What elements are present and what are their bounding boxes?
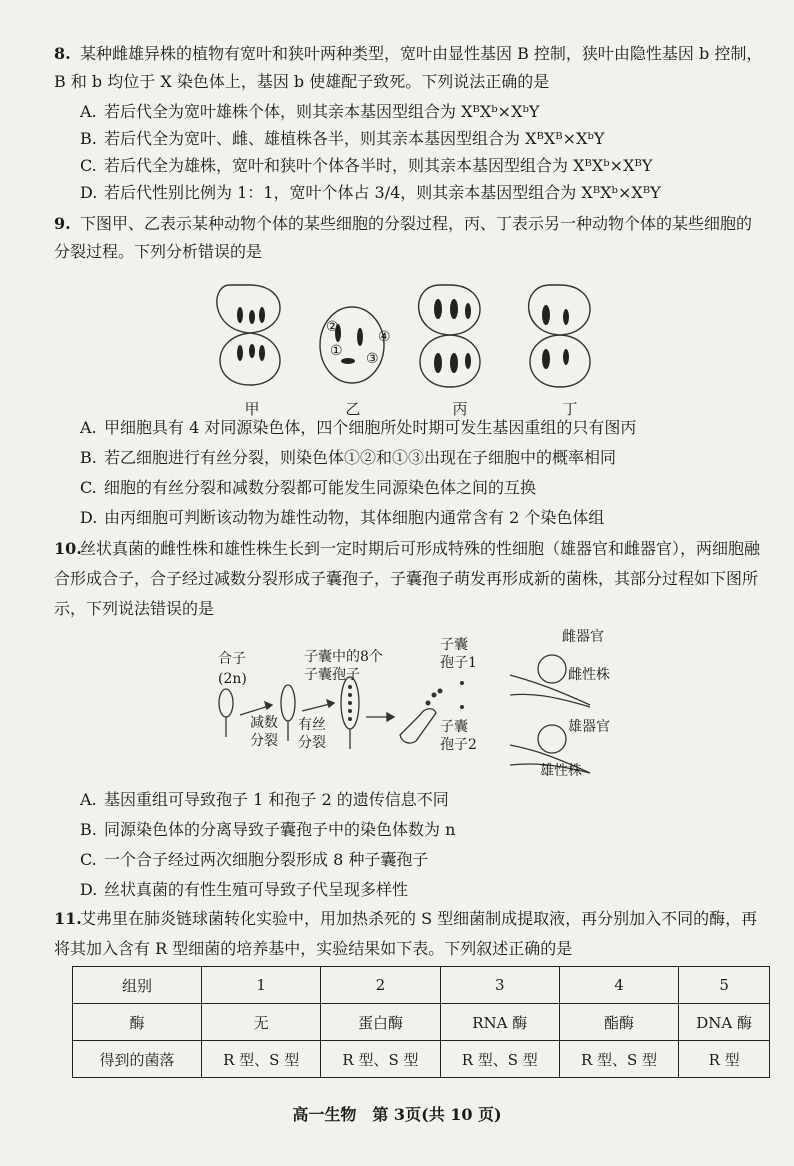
option-c[interactable] <box>80 154 770 178</box>
table-cell: 2 <box>321 967 440 1004</box>
table-cell: R 型、S 型 <box>559 1041 678 1078</box>
option-text: 若后代全为宽叶雄株个体，则其亲本基因型组合为 XᴮXᵇ×XᵇY <box>104 102 540 121</box>
label-ploidy: (2n) <box>218 671 247 687</box>
question-number: 9. <box>54 214 71 233</box>
caption-yi: 乙 <box>345 400 361 418</box>
chromosome-label-1: ① <box>330 343 343 359</box>
option-label: A. <box>80 418 97 437</box>
table-cell: 3 <box>440 967 559 1004</box>
table-cell: 无 <box>202 1004 321 1041</box>
results-table <box>72 966 770 1078</box>
option-d[interactable] <box>80 506 770 530</box>
label-zygote: 合子 <box>218 651 246 667</box>
question-stem: 丝状真菌的雌性株和雄性株生长到一定时期后可形成特殊的性细胞（雄器官和雌器官），两细胞融合形成合子，合子经过减数分裂形成子囊孢子，子囊孢子萌发再形成新的菌株，其部分过程如下图所示，下列说法错误的是 <box>54 539 761 618</box>
label-female-strain: 雌性株 <box>568 667 610 683</box>
option-text: 若后代全为雄株，宽叶和狭叶个体各半时，则其亲本基因型组合为 XᴮXᵇ×XᴮY <box>104 156 653 175</box>
label-mitosis: 有丝分裂 <box>298 717 326 751</box>
option-text: 甲细胞具有 4 对同源染色体，四个细胞所处时期可发生基因重组的只有图丙 <box>104 418 637 437</box>
option-b[interactable] <box>80 127 770 151</box>
option-text: 一个合子经过两次细胞分裂形成 8 种子囊孢子 <box>104 850 429 869</box>
question-stem: 下图甲、乙表示某种动物个体的某些细胞的分裂过程，丙、丁表示另一种动物个体的某些细胞的分裂过程。下列分析错误的是 <box>54 214 753 261</box>
option-label: B. <box>80 129 97 148</box>
chromosome-label-2: ② <box>326 319 339 335</box>
question-8 <box>54 40 764 96</box>
chromosome-label-3: ③ <box>366 351 379 367</box>
cell-division-figure <box>210 275 610 395</box>
question-10 <box>54 534 764 624</box>
option-text: 若乙细胞进行有丝分裂，则染色体①②和①③出现在子细胞中的概率相同 <box>104 448 617 467</box>
option-text: 若后代全为宽叶、雌、雄植株各半，则其亲本基因型组合为 XᴮXᴮ×XᵇY <box>104 129 605 148</box>
label-spore2: 子囊孢子2 <box>440 719 477 753</box>
chromosome-label-4: ④ <box>378 329 391 345</box>
page-footer: 高一生物 第 3页(共 10 页) <box>292 1105 502 1124</box>
option-label: A. <box>80 102 97 121</box>
option-b[interactable] <box>80 818 770 842</box>
table-cell: 5 <box>679 967 770 1004</box>
question-number: 11. <box>54 909 82 928</box>
question-number: 10. <box>54 539 82 558</box>
label-male-organ: 雄器官 <box>568 719 610 735</box>
label-female-organ: 雌器官 <box>562 629 604 645</box>
table-cell: R 型 <box>679 1041 770 1078</box>
table-cell: 1 <box>202 967 321 1004</box>
label-ascus-spores: 子囊中的8个子囊孢子 <box>304 649 383 683</box>
option-label: C. <box>80 156 97 175</box>
option-a[interactable] <box>80 416 770 440</box>
table-cell: R 型、S 型 <box>321 1041 440 1078</box>
option-c[interactable] <box>80 848 770 872</box>
table-cell: 酶 <box>73 1004 202 1041</box>
option-text: 丝状真菌的有性生殖可导致子代呈现多样性 <box>104 880 409 899</box>
option-text: 若后代性别比例为 1：1，宽叶个体占 3/4，则其亲本基因型组合为 XᴮXᵇ×XᴮY <box>104 183 661 202</box>
question-9 <box>54 210 764 266</box>
option-label: D. <box>80 508 98 527</box>
option-a[interactable] <box>80 788 770 812</box>
option-text: 由丙细胞可判断该动物为雄性动物，其体细胞内通常含有 2 个染色体组 <box>104 508 605 527</box>
question-11 <box>54 904 764 964</box>
table-cell: R 型、S 型 <box>440 1041 559 1078</box>
table-cell: 得到的菌落 <box>73 1041 202 1078</box>
caption-bing: 丙 <box>452 400 468 418</box>
option-label: A. <box>80 790 97 809</box>
option-label: D. <box>80 880 98 899</box>
table-cell: 4 <box>559 967 678 1004</box>
option-d[interactable] <box>80 878 770 902</box>
option-text: 细胞的有丝分裂和减数分裂都可能发生同源染色体之间的互换 <box>104 478 537 497</box>
option-b[interactable] <box>80 446 770 470</box>
table-cell: RNA 酶 <box>440 1004 559 1041</box>
option-label: B. <box>80 820 97 839</box>
label-male-strain: 雄性株 <box>540 763 582 779</box>
option-c[interactable] <box>80 476 770 500</box>
table-cell: R 型、S 型 <box>202 1041 321 1078</box>
table-row <box>73 1041 770 1078</box>
table-cell: 蛋白酶 <box>321 1004 440 1041</box>
table-cell: 组别 <box>73 967 202 1004</box>
option-label: C. <box>80 850 97 869</box>
table-row <box>73 967 770 1004</box>
option-d[interactable] <box>80 181 770 205</box>
label-spore1: 子囊孢子1 <box>440 637 477 671</box>
table-cell: DNA 酶 <box>679 1004 770 1041</box>
question-stem: 艾弗里在肺炎链球菌转化实验中，用加热杀死的 S 型细菌制成提取液，再分别加入不同的酶，再将其加入含有 R 型细菌的培养基中，实验结果如下表。下列叙述正确的是 <box>54 909 758 958</box>
option-text: 同源染色体的分离导致子囊孢子中的染色体数为 n <box>104 820 456 839</box>
caption-ding: 丁 <box>562 400 578 418</box>
option-a[interactable] <box>80 100 770 124</box>
caption-jia: 甲 <box>244 400 260 418</box>
option-text: 基因重组可导致孢子 1 和孢子 2 的遗传信息不同 <box>104 790 449 809</box>
table-row <box>73 1004 770 1041</box>
option-label: C. <box>80 478 97 497</box>
table-cell: 酯酶 <box>559 1004 678 1041</box>
option-label: B. <box>80 448 97 467</box>
option-label: D. <box>80 183 98 202</box>
label-meiosis: 减数分裂 <box>250 715 278 749</box>
question-stem: 某种雌雄异株的植物有宽叶和狭叶两种类型，宽叶由显性基因 B 控制，狭叶由隐性基因 b 控制，B 和 b 均位于 X 染色体上，基因 b 使雄配子致死。下列说法正确的是 <box>54 44 763 91</box>
question-number: 8. <box>54 44 71 63</box>
